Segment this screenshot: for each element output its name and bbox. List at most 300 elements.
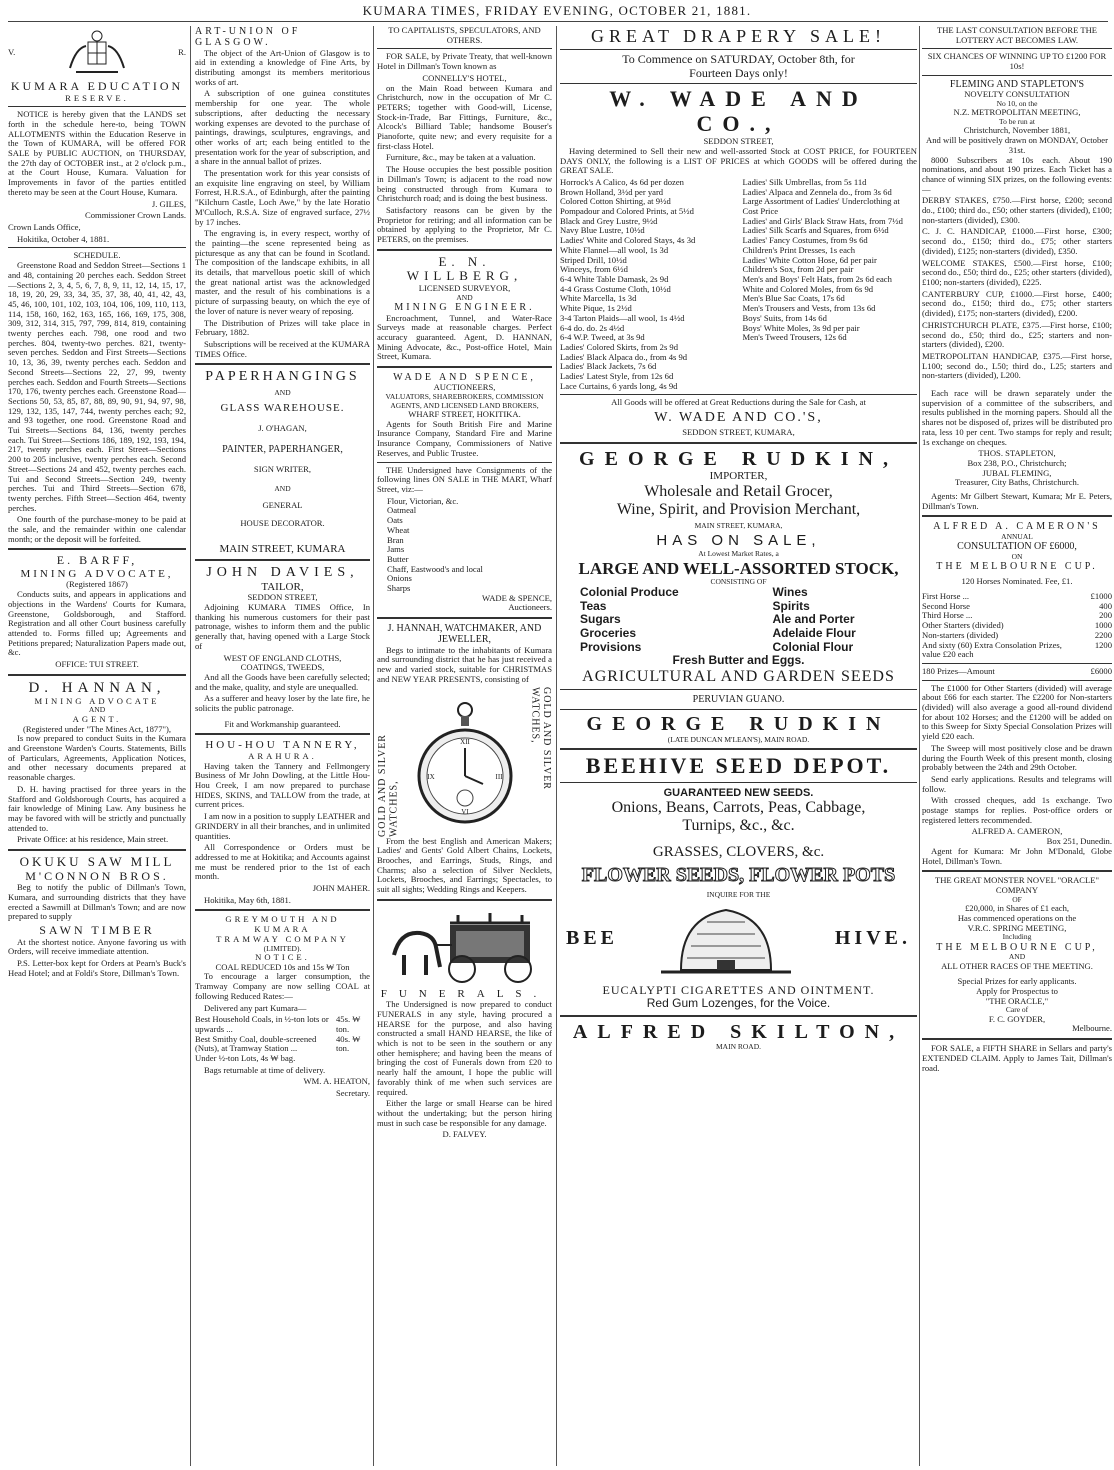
rate-value: 45s. ₩ ton. — [336, 1014, 361, 1034]
davies-body: Adjoining KUMARA TIMES Office, In thanking his numerous customers for their past patronage, wishes to inform them and the public generally that, having opened with a Large Stock of — [195, 602, 370, 651]
list-item: Onions — [387, 573, 412, 584]
hannan-and: AND — [88, 705, 106, 715]
barff-registration: (Registered 1867) — [66, 579, 128, 590]
art-union-body: The presentation work for this year consists of an exquisite line engraving on steel, by William Forrest, H.R.S.A., of Edinburgh, after the painting "Kilchurn Castle, Loch Awe," by the late Horatio M'Culloch, R.S.A. Size of engraved surface, 27½ by 17 inches. — [195, 168, 370, 227]
rudkin-importer: IMPORTER, — [709, 470, 768, 483]
paperhangings-title: PAPERHANGINGS — [205, 369, 360, 385]
rudkin-has-on-sale: HAS ON SALE, — [656, 532, 821, 550]
goods-list — [560, 586, 917, 654]
barff-name: E. BARFF, — [56, 553, 138, 568]
beehive-flower-seeds: FLOWER SEEDS, FLOWER POTS — [581, 864, 896, 887]
subscribers-text: 8000 Subscribers at 10s each. About 190 nominations, and about 190 prizes. Each Ticket has a chance of winning SIX prizes, on the following events:— — [922, 154, 1112, 194]
watchmaker-name: J. HANNAH, WATCHMAKER, AND JEWELLER, — [387, 623, 542, 646]
price-item: Men's Trousers and Vests, from 13s 6d — [742, 303, 876, 314]
jubal-title: Treasurer, City Baths, Christchurch. — [955, 477, 1079, 488]
funerals-body: Either the large or small Hearse can be hired without the undertaking; but the person hiring must in such case be responsible for any damage. — [377, 1098, 552, 1128]
funerals-title: FUNERALS. — [380, 987, 549, 1000]
ohagan-name: J. O'HAGAN, — [258, 423, 307, 434]
beehive-guaranteed: GUARANTEED NEW SEEDS. — [663, 786, 814, 799]
tramway-body: To encourage a larger consumption, the Tramway Company are now selling COAL at following Reduced Rates:— — [195, 971, 370, 1001]
tramway-notice: NOTICE. — [255, 952, 310, 963]
hannan-body: D. H. having practised for three years in the Stafford and Goldsborough Courts, has acquired a fair knowledge of Mining Law. Any business he may be favored with will be strictly and punctually attended to. — [8, 783, 186, 833]
prize-value: 400 — [1099, 600, 1112, 611]
wade-co-body: Having determined to Sell their new and well-assorted Stock at COST PRICE, for FOURTEEN DAYS ONLY, the following is a LIST OF PRICES at which GOODS will be offered during the GREAT SALE. — [560, 145, 917, 176]
tannery-signature: JOHN MAHER. — [312, 883, 370, 894]
crest-letter-r: R. — [178, 47, 186, 58]
okuku-bros: M'CONNON BROS. — [25, 868, 169, 883]
drawn-date: And will be positively drawn on MONDAY, October 31st. — [926, 135, 1108, 155]
stapleton-box: Box 238, P.O., Christchurch; — [967, 457, 1067, 468]
watchmaker-body: From the best English and American Makers; Ladies' and Gents' Gold Albert Chains, Lockets, Brooches, and Earrings, Studs, Rings, and Charms; also a selection of Silver Necklets, Lockets, Brooches, and Earrings; Spectacles, to suit all sights; Wedding Rings and Keepers. — [377, 835, 552, 895]
column-divider — [919, 26, 920, 1466]
wade-spence-signature: WADE & SPENCE, — [482, 592, 552, 603]
ohagan-and: AND — [274, 483, 291, 493]
list-item: Sharps — [387, 583, 411, 594]
beehive-hive: HIVE. — [834, 927, 911, 950]
price-item: Large Assortment of Ladies' Underclothing at Cost Price — [742, 196, 900, 217]
drapery-sale-sub: Fourteen Days only! — [689, 65, 788, 80]
connelly-body: Satisfactory reasons can be given by the Proprietor for retiring; and all information can be obtained by applying to the Proprietor, Mr C. PETERS, on the premises. — [377, 204, 552, 245]
education-reserve-subtitle: RESERVE. — [65, 92, 129, 103]
prize-total-label: 180 Prizes—Amount — [922, 665, 995, 676]
list-item: Oatmeal — [387, 505, 417, 516]
oracle-city: Melbourne. — [1072, 1023, 1112, 1034]
hannan-title: MINING ADVOCATE — [34, 695, 160, 706]
price-item: 6-4 do. do. 2s 4½d — [560, 322, 625, 333]
royal-crest — [8, 26, 186, 80]
price-item: 6-4 White Table Damask, 2s 9d — [560, 273, 669, 284]
tannery-body: Having taken the Tannery and Fellmongery Business of Mr John Dowling, at the Little Hou-Hou Creek, I am now prepared to purchase HIDES, SKINS, and TALLOW from the trade, at current prices. — [195, 760, 370, 810]
cameron-cup: THE MELBOURNE CUP. — [936, 561, 1098, 572]
masthead-rule — [8, 21, 1108, 22]
davies-body: And all the Goods have been carefully selected; and the make, quality, and style are unequalled. — [195, 671, 370, 692]
each-race-text: Each race will be drawn separately under the supervision of a committee of the subscribers, and results published in the morning papers. Should all the shares not be disposed of, prizes will be distributed pro rata, less 10 per cent. Two stamps for reply and result; 1s exchange on cheques. — [922, 388, 1112, 447]
prize-label: Second Horse — [922, 600, 970, 611]
davies-body: As a sufferer and heavy loser by the late fire, he solicits the public patronage. — [195, 693, 370, 714]
oracle-amount: £20,000, in Shares of £1 each, — [964, 903, 1070, 914]
goods-item: Spirits — [772, 598, 810, 613]
goods-item: Groceries — [580, 626, 637, 640]
glass-warehouse: GLASS WAREHOUSE. — [220, 401, 345, 414]
price-item: Children's Sox, from 2d per pair — [742, 264, 854, 275]
hannan-office: Private Office: at his residence, Main street. — [17, 834, 169, 845]
prize-label: Third Horse ... — [922, 610, 973, 621]
rudkin-late: (LATE DUNCAN M'LEAN'S), MAIN ROAD. — [667, 734, 810, 744]
svg-text:III: III — [495, 772, 502, 781]
tramway-rate — [195, 1015, 370, 1034]
wade-co-street: SEDDON STREET, — [703, 136, 774, 147]
rudkin-large-stock: LARGE AND WELL-ASSORTED STOCK, — [578, 558, 899, 578]
race-event: METROPOLITAN HANDICAP, £375.—First horse, L100; second do., L50; third do., L25; starters and non-starters (divided), L200. — [922, 350, 1112, 381]
price-item: Brown Holland, 3½d per yard — [560, 186, 664, 197]
prize-value: 2200 — [1094, 629, 1112, 640]
davies-guarantee: Fit and Workmanship guaranteed. — [224, 718, 341, 729]
barff-title: MINING ADVOCATE, — [20, 568, 174, 581]
price-item: Men's and Boys' Felt Hats, from 2s 6d each — [742, 273, 892, 284]
price-item: Horrock's A Calico, 4s 6d per dozen — [560, 176, 684, 187]
price-list — [560, 178, 917, 391]
beehive-eucalypti: EUCALYPTI CIGARETTES AND OINTMENT. — [602, 982, 875, 997]
oracle-has: Has commenced operations on the — [957, 912, 1077, 923]
cameron-signature: ALFRED A. CAMERON, — [971, 826, 1063, 837]
tramway-title: GREYMOUTH AND KUMARA — [225, 914, 340, 935]
beehive-vegetables: Turnips, &c., &c. — [682, 817, 795, 835]
notice-date: Hokitika, October 4, 1881. — [17, 233, 110, 244]
okuku-body: At the shortest notice. Anyone favoring us with Orders, will receive immediate attention. — [8, 936, 186, 957]
list-item: Wheat — [387, 524, 410, 535]
beehive-lozenges: Red Gum Lozenges, for the Voice. — [646, 996, 831, 1011]
list-item: Oats — [387, 515, 403, 526]
price-item: Boys' White Moles, 3s 9d per pair — [742, 322, 860, 333]
goods-item: Colonial Flour — [772, 639, 854, 654]
prize-label: Non-starters (divided) — [922, 629, 999, 640]
price-item: Ladies' Alpaca and Zennela do., from 3s 6d — [742, 186, 892, 197]
cameron-annual: ANNUAL — [1001, 531, 1033, 541]
crest-letter-v: V. — [8, 47, 16, 58]
ohagan-trade: PAINTER, PAPERHANGER, — [222, 443, 343, 455]
oracle-special: Special Prizes for early applicants. — [957, 976, 1077, 987]
rudkin-butter: Fresh Butter and Eggs. — [672, 653, 805, 668]
funerals-signature: D. FALVEY. — [442, 1129, 487, 1140]
connelly-body: The House occupies the best possible position in Dillman's Town; is adjacent to the road now being constructed through from Kumara to Christchurch road; and is doing the best business. — [377, 164, 552, 204]
tramway-body: Delivered any part Kumara— — [204, 1002, 307, 1013]
cameron-body: The Sweep will most positively close and be drawn during the Fourth Week of this present month, closing probably between the 24th and 29th October. — [922, 742, 1112, 773]
oracle-and: AND — [1008, 952, 1026, 962]
tramway-coal-reduced: COAL REDUCED 10s and 15s ₩ Ton — [215, 961, 350, 972]
list-item: Chaff, Eastwood's and local — [387, 563, 483, 574]
rudkin-guano: PERUVIAN GUANO. — [692, 693, 785, 705]
cameron-agent: Agent for Kumara: Mr John M'Donald, Globe Hotel, Dillman's Town. — [922, 845, 1112, 866]
prize-total-value: £6000 — [1090, 665, 1112, 676]
drapery-sale-sub: To Commence on SATURDAY, October 8th, for — [622, 52, 855, 67]
oracle-cup: THE MELBOURNE CUP, — [936, 941, 1098, 953]
willberg-and: AND — [456, 292, 473, 302]
wade-spence-title: WADE AND SPENCE, — [393, 372, 536, 384]
rate-label: Best Household Coals, in ½-ton lots or upwards ... — [195, 1014, 329, 1034]
prize-value: £1000 — [1090, 591, 1112, 601]
davies-trade: TAILOR, — [261, 580, 304, 593]
race-event: WELCOME STAKES, £500.—First horse, £100; second do., £50; third do., £25; other starters (divided), £100; non-starters (divided), £225. — [922, 257, 1112, 287]
okuku-postscript: P.S. Letter-box kept for Orders at Pearn's Buck's Head Hotel; and at Foldi's Store, Dillman's Town. — [8, 958, 186, 978]
oracle-name: "THE ORACLE," — [985, 995, 1049, 1006]
column-divider — [190, 26, 191, 1466]
tannery-place: ARAHURA. — [248, 750, 317, 761]
price-item: 4-4 Grass Costume Cloth, 10½d — [560, 283, 671, 294]
ohagan-address: MAIN STREET, KUMARA — [219, 542, 346, 555]
goods-item: Colonial Produce — [580, 585, 679, 600]
rate-value: 40s. ₩ ton. — [336, 1033, 361, 1054]
oracle-vrc: V.R.C. SPRING MEETING, — [967, 922, 1067, 933]
oracle-apply: Apply for Prospectus to — [976, 985, 1058, 996]
list-item: Jams — [387, 544, 405, 555]
okuku-body: Beg to notify the public of Dillman's Town, Kumara, and surrounding districts that they have erected a Sawmill at Dillman's Town; and are now prepared to supply — [8, 882, 186, 922]
wade-spence-sub: AUCTIONEERS, — [433, 382, 496, 393]
cameron-consultation: CONSULTATION OF £6000, — [957, 541, 1077, 553]
cameron-body: Send early applications. Results and telegrams will follow. — [922, 773, 1112, 794]
column-2 — [195, 26, 370, 1466]
column-divider — [373, 26, 374, 1466]
cameron-horses: 120 Horses Nominated. Fee, £1. — [961, 576, 1073, 587]
consultation-no: No 10, on the — [996, 98, 1038, 108]
connelly-heading: TO CAPITALISTS, SPECULATORS, AND OTHERS. — [388, 26, 541, 45]
pocket-watch-icon — [415, 692, 515, 832]
column-5 — [922, 26, 1112, 1466]
price-item: 6-4 W.P. Tweed, at 3s 9d — [560, 332, 645, 343]
price-item: Men's Blue Sac Coats, 17s 6d — [742, 293, 845, 304]
office-name: Crown Lands Office, — [8, 221, 81, 232]
price-item: Ladies' Latest Style, from 12s 6d — [560, 371, 674, 382]
svg-text:XII: XII — [459, 737, 470, 746]
wade-spence-body: Agents for South British Fire and Marine Insurance Company, Standard Fire and Marine Insurance Company, Commissioners of Native Reserves, and Public Trustee. — [377, 418, 552, 458]
oracle-including: Including — [1002, 932, 1032, 942]
watch-illustration — [377, 687, 552, 837]
price-item: Ladies' Colored Skirts, from 2s 9d — [560, 341, 679, 352]
rudkin-name: GEORGE RUDKIN, — [579, 447, 898, 470]
price-item: Boys' Suits, from 14s 6d — [742, 312, 827, 323]
race-event: DERBY STAKES, £750.—First horse, £200; second do., £100; third do., £50; other starters (divided), £100; non-starters (divided), £300. — [922, 195, 1112, 225]
connelly-body: FOR SALE, by Private Treaty, that well-known Hotel in Dillman's Town known as — [377, 51, 552, 72]
tannery-date: Hokitika, May 6th, 1881. — [204, 894, 291, 905]
connelly-body: on the Main Road between Kumara and Christchurch, now in the occupation of Mr C. PETERS; together with Good-will, License, Stock-in-Trade, Bar Fittings, Furniture, &c., Alcock's Billiard Table; handsome Bouser's Pianoforte, quite new; and every requisite for a first-class Hotel. — [377, 82, 552, 151]
goods-right — [713, 586, 898, 654]
beehive-inquire: INQUIRE FOR THE — [706, 890, 771, 900]
wade-co-name: W. WADE AND CO., — [609, 86, 868, 137]
drapery-sale-title: GREAT DRAPERY SALE! — [590, 26, 887, 46]
price-item: Ladies' Silk Scarfs and Squares, from 6½d — [742, 225, 889, 236]
oracle-title: THE GREAT MONSTER NOVEL "ORACLE" COMPANY — [934, 875, 1100, 895]
skilton-address: MAIN ROAD. — [716, 1042, 761, 1052]
rudkin-wine: Wine, Spirit, and Provision Merchant, — [616, 500, 861, 518]
ohagan-trade: GENERAL — [262, 500, 303, 511]
hannan-registration: (Registered under "The Mines Act, 1877"), — [22, 723, 172, 734]
wade-co-street: SEDDON STREET, KUMARA, — [682, 426, 795, 437]
price-item: Pompadour and Colored Prints, at 5½d — [560, 206, 694, 217]
price-item: Colored Cotton Shirting, at 9½d — [560, 196, 671, 207]
price-item: Ladies' and Girls' Black Straw Hats, from 7½d — [742, 215, 903, 226]
svg-text:IX: IX — [426, 772, 435, 781]
tramway-rate — [195, 1035, 370, 1054]
beehive-grasses: GRASSES, CLOVERS, &c. — [652, 843, 825, 860]
willberg-title: LICENSED SURVEYOR, — [418, 283, 511, 294]
hannan-body: Is now prepared to conduct Suits in the Kumara and Greenstone Warden's Courts. Statements, Bills of Particulars, Agreements, Application Notices, and other necessary documents prepared at reasonable charges. — [8, 733, 186, 783]
tannery-body: I am now in a position to supply LEATHER and GRINDERY in all their branches, and in unlimited quantities. — [195, 811, 370, 841]
goods-item: Wines — [772, 585, 808, 600]
prize-value: 200 — [1099, 610, 1112, 621]
last-consultation: THE LAST CONSULTATION BEFORE THE LOTTERY ACT BECOMES LAW. — [936, 26, 1098, 45]
christchurch: Christchurch, November 1881, — [963, 125, 1071, 136]
price-item: White and Colored Moles, from 6s 9d — [742, 283, 874, 294]
price-item: Ladies' Silk Umbrellas, from 5s 11d — [742, 176, 867, 187]
paperhangings-and: AND — [274, 388, 291, 398]
race-event: CANTERBURY CUP, £1000.—First horse, £400; second do., £150; third do., £75; other starters (divided), £175; non-starters (divided), £200. — [922, 288, 1112, 319]
art-union-body: Subscriptions will be received at the KUMARA TIMES Office. — [195, 338, 370, 359]
cameron-body: With crossed cheques, add 1s exchange. Two postage stamps for replies. Post-office orders or registered letters recommended. — [922, 795, 1112, 825]
goods-left — [580, 586, 705, 654]
price-item: Children's Print Dresses, 1s each — [742, 244, 856, 255]
okuku-timber: SAWN TIMBER — [39, 923, 155, 938]
oracle-care: Care of — [1005, 1005, 1029, 1015]
prize-label: Other Starters (divided) — [922, 620, 1004, 631]
price-item: Ladies' White and Colored Stays, 4s 3d — [560, 235, 696, 246]
art-union-body: The object of the Art-Union of Glasgow is to aid in extending a knowledge of Fine Arts, by distributing amongst its members meritorious works of art. — [195, 47, 370, 87]
price-item: Ladies' Fancy Costumes, from 9s 6d — [742, 235, 868, 246]
svg-text:VI: VI — [460, 807, 469, 816]
davies-cloths: COATINGS, TWEEDS, — [240, 662, 325, 673]
column-4 — [560, 26, 917, 1466]
consignment-list — [377, 497, 552, 594]
novelty-consultation: NOVELTY CONSULTATION — [964, 89, 1070, 100]
willberg-body: Encroachment, Tunnel, and Water-Race Surveys made at reasonable charges. Perfect accuracy guaranteed. Agent, D. HANNAN, Mining Advocate, &c., Post-office Hotel, Main Street, Kumara. — [377, 312, 552, 362]
art-union-body: A subscription of one guinea constitutes membership for one year. The whole subscriptions, after deducting the necessary working expenses are devoted to the purchase of paintings, drawings, sculptures, engravings, and other works of art; each being entitled to the presentation work for the year of subscription, and a share in the annual ballot of prizes. — [195, 88, 370, 167]
tramway-signature: WM. A. HEATON, — [303, 1076, 370, 1087]
cameron-on: ON — [1011, 551, 1023, 561]
price-item: Ladies' White Cotton Hose, 6d per pair — [742, 254, 877, 265]
price-item: Men's Tweed Trousers, 12s 6d — [742, 332, 847, 343]
price-item: Black and Grey Lustre, 9½d — [560, 215, 658, 226]
price-item: Lace Curtains, 6 yards long, 4s 9d — [560, 380, 678, 391]
rate-label: Best Smithy Coal, double-screened (Nuts), at Tramway Station ... — [195, 1033, 317, 1054]
connelly-body: Furniture, &c., may be taken at a valuation. — [386, 152, 536, 163]
goods-item: Ale and Porter — [772, 612, 855, 627]
price-item: White Pique, 1s 2½d — [560, 303, 632, 314]
price-item: Ladies' Black Jackets, 7s 6d — [560, 361, 657, 372]
nz-meeting: N.Z. METROPOLITAN MEETING, — [953, 107, 1081, 118]
davies-street: SEDDON STREET, — [247, 592, 318, 603]
price-item: White Marcella, 1s 3d — [560, 293, 637, 304]
oracle-other: ALL OTHER RACES OF THE MEETING. — [941, 960, 1093, 971]
column-1 — [8, 26, 186, 1466]
barff-office: OFFICE: TUI STREET. — [55, 659, 139, 670]
royal-coat-of-arms-icon — [62, 28, 132, 78]
tramway-rate: Under ½-ton Lots, 4s ₩ bag. — [195, 1053, 296, 1064]
prize-table — [922, 592, 1112, 660]
barff-body: Conducts suits, and appears in applications and objections in the Wardens' Courts for Kumara, Greenstone, Goldsborough, and Stafford. Registration and all other Court business carefully attended to. Forms filled up; Agreements and Petitions prepared; Naturalization Papers made out, &c. — [8, 589, 186, 658]
funerals-body: The Undersigned is now prepared to conduct FUNERALS in any style, having procured a HEARSE for the purpose, and also having constructed a small HAND HEARSE, the like of which is not to be seen in the southern or any other hemisphere; and having been the means of bringing the cost of Funerals down from £20 to nearly half the amount, I hope the public will favorably think of me when such services are required. — [377, 999, 552, 1097]
column-divider — [556, 26, 557, 1466]
wade-spence-sub: VALUATORS, SHAREBROKERS, COMMISSION AGENTS, AND LICENSED LAND BROKERS, — [385, 392, 544, 410]
art-union-title: ART-UNION OF GLASGOW. — [195, 26, 301, 49]
ohagan-trade: HOUSE DECORATOR. — [240, 517, 325, 528]
beehive-banner — [560, 900, 917, 978]
davies-cloths: WEST OF ENGLAND CLOTHS, — [223, 652, 342, 663]
price-item: Winceys, from 6½d — [560, 264, 628, 275]
cameron-box: Box 251, Dunedin. — [1046, 836, 1112, 847]
beehive-vegetables: Onions, Beans, Carrots, Peas, Cabbage, — [611, 799, 866, 817]
rudkin-name: GEORGE RUDKIN — [586, 713, 891, 736]
prize-label: And sixty (60) Extra Consolation Prizes, value £20 each — [922, 639, 1062, 660]
column-3 — [377, 26, 552, 1466]
rudkin-wholesale: Wholesale and Retail Grocer, — [644, 482, 833, 500]
tannery-title: HOU-HOU TANNERY, — [205, 739, 360, 752]
skilton-name: ALFRED SKILTON, — [572, 1020, 905, 1043]
wade-spence-auctioneers: Auctioneers. — [508, 602, 552, 613]
agents-text: Agents: Mr Gilbert Stewart, Kumara; Mr E. Peters, Dillman's Town. — [922, 491, 1112, 511]
goods-item: Teas — [580, 598, 607, 613]
prize-label: First Horse ... — [922, 591, 970, 601]
tannery-body: All Correspondence or Orders must be addressed to me at Hokitika; and Accounts against me must be rendered prior to the 1st of each month. — [195, 842, 370, 882]
rudkin-street: MAIN STREET, KUMARA, — [694, 520, 783, 530]
race-event: C. J. C. HANDICAP, £1000.—First horse, £300; second do., £150; third do., £75; other starters (divided), £125; non-starters (divided), £350. — [922, 226, 1112, 256]
schedule-body: Greenstone Road and Seddon Street—Sections 1 and 48, containing 20 perches each. Seddon Street—Sections 2, 3, 4, 5, 6, 7, 8, 9, 11, 12, 14, 15, 17, 18, 19, 20, 29, 33, 34, 35, 37, 38, 40, 41, 42, 43, 45, 46, 100, 101, 102, 103, 104, 106, 109, 110, 113, 114, 158, 160, 162, 163, 165, 166, 169, 175, 308, 309, 312, 314, 315, 797, 799, 814, 819, containing twenty perches each. 798, one rood and two perches. 804, twenty-two perches. 821, twenty-seven perches. Seddon and First Streets—Sections 10, 13, 36, 39, twenty perches each. Seddon and Second Streets—Sections 22, 27, 99, twenty perches each. Seddon and Fourth Streets—Sections 170, 176, twenty perches each. Greenstone Road—Sections 50, 53, 85, 87, 88, 89, 90, 91, 94, 97, 98, 129, 132, 135, 147, 744, twenty perches each; 92, and 93 together, one rood. Greenstone Road and Tui Streets—Sections 84, 136, twenty perches each. Tui Street—Sections 186, 189, 192, 193, 194, 217, twenty perches each. First Street—Sections 200 to 205 inclusive, twenty perches each. Second Street—Sections 24 and 452, twenty perches each. Tui and Second Streets—Section 249, twenty perches. Tui and Third Streets—Section 678, twenty perches. Fifth Street—Section 464, twenty perches. — [8, 260, 186, 513]
wade-co-footer: All Goods will be offered at Great Reductions during the Sale for Cash, at — [611, 397, 866, 408]
beehive-bee: BEE — [566, 927, 619, 950]
davies-name: JOHN DAVIES, — [206, 565, 359, 581]
list-item: Butter — [387, 553, 409, 564]
rudkin-consisting: CONSISTING OF — [710, 576, 767, 586]
education-reserve-title: KUMARA EDUCATION — [10, 79, 184, 93]
watches-side-label: GOLD AND SILVER WATCHES, — [529, 686, 552, 790]
art-union-body: The engraving is, in every respect, worthy of the painting—the scene represented being as picturesque as any that can be found in Scotland. The composition of the landscape exhibits, in all its details, that marvellous poetic skill of which the great national artist was the acknowledged master, and the result of his combinations is a picture of surpassing beauty, on which the eye of the lover of nature is never weary of reposing. — [195, 228, 370, 316]
cameron-body: The £1000 for Other Starters (divided) will average about £66 for each starter. The £2200 for Non-starters (divided) will also average a good all-round dividend for about 102 Horses; and the £1200 will be added on to this Sweep for Sixty Special Consolation Prizes will yield £20 each. — [922, 682, 1112, 742]
oracle-goyder: F. C. GOYDER, — [988, 1013, 1046, 1024]
schedule-heading: SCHEDULE. — [73, 250, 121, 261]
rudkin-lowest: At Lowest Market Rates, a — [698, 549, 779, 559]
oracle-of: OF — [1012, 894, 1022, 904]
beehive-illustration-icon — [651, 900, 801, 978]
hearse-illustration-icon — [380, 905, 550, 985]
rudkin-agricultural: AGRICULTURAL AND GARDEN SEEDS — [582, 667, 895, 685]
six-chances: SIX CHANCES OF WINNING UP TO £1200 FOR 10s! — [927, 51, 1107, 72]
willberg-name: E. N. WILLBERG, — [406, 253, 523, 284]
goods-item: Sugars — [580, 612, 621, 627]
price-item: Striped Drill, 10½d — [560, 254, 627, 265]
willberg-title: MINING ENGINEER. — [394, 302, 535, 314]
share-for-sale: FOR SALE, a FIFTH SHARE in Sellars and party's EXTENDED CLAIM. Apply to James Tait, Dillman's road. — [922, 1043, 1112, 1073]
hannan-agent: AGENT. — [72, 713, 122, 724]
education-reserve-notice: NOTICE is hereby given that the LANDS set forth in the schedule here-to, being TOWN ALLOTMENTS within the Education Reserve in the Town of KUMARA, will be offered FOR SALE by PUBLIC AUCTION, on THURSDAY, the 27th day of OCTOBER inst., at 2 o'clock p.m., at the Court House, Kumara. Valuation for Improvements in favor of the parties entitled thereto may be seen at the Court House, Kumara. — [8, 109, 186, 197]
schedule-footnote: One fourth of the purchase-money to be paid at the sale, and the remainder within one calendar month; or the deposit will be forfeited. — [8, 514, 186, 544]
okuku-title: OKUKU SAW MILL — [19, 854, 175, 870]
list-item: Bran — [387, 534, 404, 545]
goods-item: Provisions — [580, 639, 642, 654]
cameron-title: ALFRED A. CAMERON'S — [933, 521, 1101, 533]
beehive-title: BEEHIVE SEED DEPOT. — [585, 753, 892, 779]
price-item: Ladies' Black Alpaca do., from 4s 9d — [560, 351, 688, 362]
prize-value: 1200 — [1094, 639, 1112, 650]
watchmaker-body: Begs to intimate to the inhabitants of Kumara and surrounding district that he has just received a new and varied stock, suitable for CHRISTMAS and NEW YEAR PRESENTS, consisting of — [377, 644, 552, 684]
wade-spence-address: WHARF STREET, HOKITIKA. — [408, 409, 521, 420]
tramway-rate: Bags returnable at time of delivery. — [204, 1064, 326, 1075]
hannan-name: D. HANNAN, — [28, 679, 166, 696]
tramway-secretary: Secretary. — [335, 1088, 370, 1099]
connelly-hotel-name: CONNELLY'S HOTEL, — [422, 72, 507, 83]
tramway-limited: (LIMITED). — [263, 943, 302, 953]
list-item: Flour, Victorian, &c. — [387, 495, 459, 506]
art-union-body: The Distribution of Prizes will take place in February, 1882. — [195, 317, 370, 338]
signatory-title: Commissioner Crown Lands. — [85, 210, 186, 221]
tramway-title: TRAMWAY COMPANY — [216, 933, 349, 944]
goods-item: Adelaide Flour — [772, 626, 856, 640]
signatory-name: J. GILES, — [151, 198, 186, 209]
watches-side-label: GOLD AND SILVER WATCHES, — [377, 733, 400, 837]
stapleton-name: THOS. STAPLETON, — [978, 448, 1056, 459]
fleming-title: FLEMING AND STAPLETON'S — [949, 78, 1085, 90]
jubal-name: JUBAL FLEMING, — [982, 467, 1052, 478]
prize-total — [922, 667, 1112, 677]
price-item: Navy Blue Lustre, 10½d — [560, 225, 645, 236]
race-event: CHRISTCHURCH PLATE, £375.—First horse, £100; second do., £50; third do., £25; starters and non-starters (divided), £200. — [922, 319, 1112, 350]
price-item: 3-4 Tarton Plaids—all wool, 1s 4½d — [560, 312, 685, 323]
prize-value: 1000 — [1094, 620, 1112, 631]
price-list-left — [560, 178, 735, 391]
price-list-right — [743, 178, 918, 391]
masthead: KUMARA TIMES, FRIDAY EVENING, OCTOBER 21, 1881. — [362, 3, 752, 18]
to-be-run: To be run at — [999, 116, 1035, 126]
wade-co-name: W. WADE AND CO.'S, — [654, 410, 823, 426]
ohagan-trade: SIGN WRITER, — [253, 464, 312, 475]
price-item: White Flannel—all wool, 1s 3d — [560, 244, 669, 255]
wade-spence-body: THE Undersigned have Consignments of the following lines ON SALE in THE MART, Wharf Street, viz:— — [377, 464, 552, 494]
